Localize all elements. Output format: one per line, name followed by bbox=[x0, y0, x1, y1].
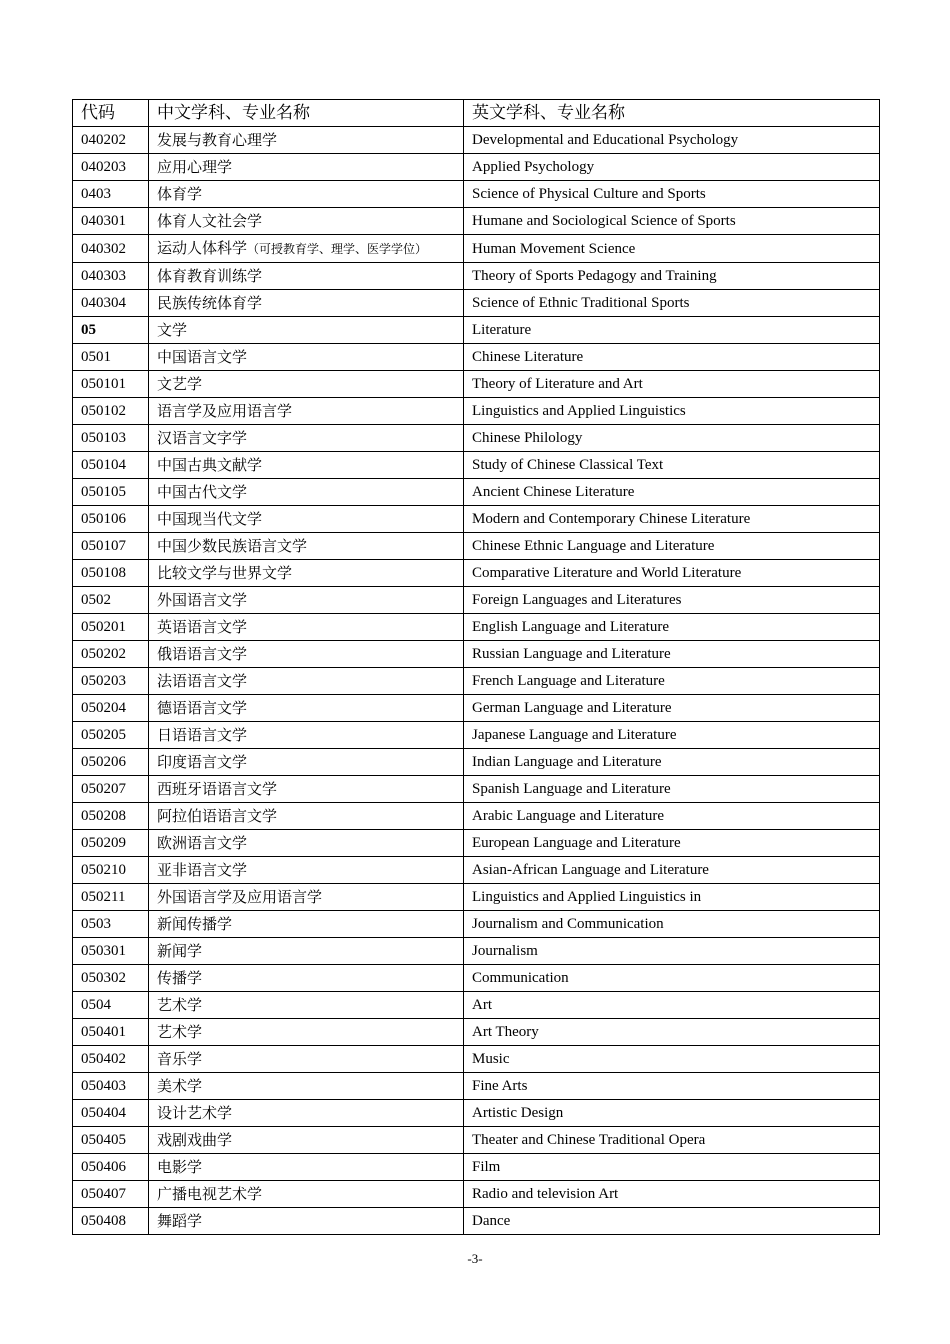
english-name: Humane and Sociological Science of Sports bbox=[464, 208, 880, 235]
chinese-name: 新闻传播学 bbox=[157, 915, 233, 933]
english-name: Arabic Language and Literature bbox=[464, 803, 880, 830]
table-row bbox=[73, 587, 880, 614]
english-name: Human Movement Science bbox=[464, 235, 880, 263]
table-row bbox=[73, 1073, 880, 1100]
chinese-name-cell bbox=[149, 1208, 464, 1235]
subject-code: 0501 bbox=[73, 344, 149, 371]
chinese-name: 外国语言文学 bbox=[157, 591, 248, 609]
subject-code: 050102 bbox=[73, 398, 149, 425]
english-name: Applied Psychology bbox=[464, 154, 880, 181]
subject-code: 050301 bbox=[73, 938, 149, 965]
table-row bbox=[73, 1019, 880, 1046]
subject-code: 040203 bbox=[73, 154, 149, 181]
subject-code: 050211 bbox=[73, 884, 149, 911]
chinese-name-cell bbox=[149, 154, 464, 181]
chinese-name: 发展与教育心理学 bbox=[157, 131, 278, 149]
english-name: Radio and television Art bbox=[464, 1181, 880, 1208]
subject-code: 050403 bbox=[73, 1073, 149, 1100]
chinese-name-cell bbox=[149, 127, 464, 154]
subject-code: 050406 bbox=[73, 1154, 149, 1181]
table-row bbox=[73, 695, 880, 722]
chinese-name: 文艺学 bbox=[157, 375, 203, 393]
chinese-name: 电影学 bbox=[157, 1158, 203, 1176]
subject-code: 040301 bbox=[73, 208, 149, 235]
table-row bbox=[73, 452, 880, 479]
english-name: Japanese Language and Literature bbox=[464, 722, 880, 749]
table-row bbox=[73, 371, 880, 398]
chinese-name: 美术学 bbox=[157, 1077, 203, 1095]
chinese-name-cell bbox=[149, 317, 464, 344]
english-name: Dance bbox=[464, 1208, 880, 1235]
chinese-name: 民族传统体育学 bbox=[157, 294, 263, 312]
english-name: Theater and Chinese Traditional Opera bbox=[464, 1127, 880, 1154]
english-name: German Language and Literature bbox=[464, 695, 880, 722]
chinese-name: 中国语言文学 bbox=[157, 348, 248, 366]
table-body bbox=[73, 127, 880, 1235]
chinese-name-cell bbox=[149, 1181, 464, 1208]
chinese-name: 设计艺术学 bbox=[157, 1104, 233, 1122]
table-row bbox=[73, 1100, 880, 1127]
chinese-name: 欧洲语言文学 bbox=[157, 834, 248, 852]
table-row bbox=[73, 344, 880, 371]
chinese-name: 中国古典文献学 bbox=[157, 456, 263, 474]
chinese-name-cell bbox=[149, 371, 464, 398]
chinese-name: 舞蹈学 bbox=[157, 1212, 203, 1230]
chinese-name: 中国古代文学 bbox=[157, 483, 248, 501]
chinese-name-cell bbox=[149, 398, 464, 425]
table-row bbox=[73, 154, 880, 181]
english-name: Indian Language and Literature bbox=[464, 749, 880, 776]
chinese-name: 戏剧戏曲学 bbox=[157, 1131, 233, 1149]
chinese-name-cell bbox=[149, 452, 464, 479]
table-row bbox=[73, 533, 880, 560]
subject-code: 040302 bbox=[73, 235, 149, 263]
subject-code: 050104 bbox=[73, 452, 149, 479]
chinese-name-cell bbox=[149, 1154, 464, 1181]
subject-code: 050408 bbox=[73, 1208, 149, 1235]
chinese-name: 印度语言文学 bbox=[157, 753, 248, 771]
chinese-name: 新闻学 bbox=[157, 942, 203, 960]
chinese-name-cell bbox=[149, 641, 464, 668]
english-name: Artistic Design bbox=[464, 1100, 880, 1127]
english-name: Ancient Chinese Literature bbox=[464, 479, 880, 506]
subject-code: 0502 bbox=[73, 587, 149, 614]
subject-code: 0503 bbox=[73, 911, 149, 938]
chinese-name-cell bbox=[149, 235, 464, 263]
table-row bbox=[73, 776, 880, 803]
english-name: Asian-African Language and Literature bbox=[464, 857, 880, 884]
subject-code: 05 bbox=[73, 317, 149, 344]
chinese-name-cell bbox=[149, 776, 464, 803]
english-name: Music bbox=[464, 1046, 880, 1073]
header-chinese-name: 中文学科、专业名称 bbox=[149, 100, 464, 127]
subject-code: 050101 bbox=[73, 371, 149, 398]
chinese-name: 外国语言学及应用语言学 bbox=[157, 888, 323, 906]
table-row bbox=[73, 749, 880, 776]
subject-code: 050407 bbox=[73, 1181, 149, 1208]
table-row bbox=[73, 911, 880, 938]
english-name: Chinese Literature bbox=[464, 344, 880, 371]
chinese-name: 中国现当代文学 bbox=[157, 510, 263, 528]
header-english-name: 英文学科、专业名称 bbox=[464, 100, 880, 127]
chinese-name: 德语语言文学 bbox=[157, 699, 248, 717]
chinese-name-cell bbox=[149, 803, 464, 830]
chinese-name-cell bbox=[149, 344, 464, 371]
table-row bbox=[73, 830, 880, 857]
english-name: French Language and Literature bbox=[464, 668, 880, 695]
chinese-name: 运动人体科学 bbox=[157, 239, 248, 257]
table-row bbox=[73, 1127, 880, 1154]
subject-code: 050201 bbox=[73, 614, 149, 641]
subject-code: 050209 bbox=[73, 830, 149, 857]
chinese-name: 亚非语言文学 bbox=[157, 861, 248, 879]
chinese-name-cell bbox=[149, 181, 464, 208]
chinese-name-cell bbox=[149, 830, 464, 857]
english-name: Science of Physical Culture and Sports bbox=[464, 181, 880, 208]
subject-code: 050107 bbox=[73, 533, 149, 560]
table-row bbox=[73, 803, 880, 830]
table-row bbox=[73, 965, 880, 992]
subject-code: 040304 bbox=[73, 290, 149, 317]
chinese-name: 西班牙语语言文学 bbox=[157, 780, 278, 798]
chinese-name-cell bbox=[149, 479, 464, 506]
english-name: Journalism bbox=[464, 938, 880, 965]
chinese-name: 英语语言文学 bbox=[157, 618, 248, 636]
chinese-name-cell bbox=[149, 614, 464, 641]
english-name: Art Theory bbox=[464, 1019, 880, 1046]
english-name: Spanish Language and Literature bbox=[464, 776, 880, 803]
chinese-name-cell bbox=[149, 1100, 464, 1127]
chinese-name: 广播电视艺术学 bbox=[157, 1185, 263, 1203]
table-row bbox=[73, 668, 880, 695]
english-name: Foreign Languages and Literatures bbox=[464, 587, 880, 614]
table-row bbox=[73, 722, 880, 749]
table-row bbox=[73, 263, 880, 290]
english-name: European Language and Literature bbox=[464, 830, 880, 857]
chinese-name-cell bbox=[149, 506, 464, 533]
english-name: Comparative Literature and World Literature bbox=[464, 560, 880, 587]
chinese-name-cell bbox=[149, 587, 464, 614]
english-name: Theory of Sports Pedagogy and Training bbox=[464, 263, 880, 290]
subject-code: 050207 bbox=[73, 776, 149, 803]
chinese-name-cell bbox=[149, 290, 464, 317]
table-row bbox=[73, 506, 880, 533]
chinese-name-cell bbox=[149, 533, 464, 560]
subject-code: 050302 bbox=[73, 965, 149, 992]
table-row bbox=[73, 641, 880, 668]
english-name: Journalism and Communication bbox=[464, 911, 880, 938]
chinese-name-cell bbox=[149, 965, 464, 992]
english-name: Chinese Ethnic Language and Literature bbox=[464, 533, 880, 560]
table-row bbox=[73, 884, 880, 911]
english-name: Chinese Philology bbox=[464, 425, 880, 452]
subject-code: 050108 bbox=[73, 560, 149, 587]
chinese-name-cell bbox=[149, 992, 464, 1019]
table-header-row bbox=[73, 100, 880, 127]
chinese-name-cell bbox=[149, 560, 464, 587]
english-name: Science of Ethnic Traditional Sports bbox=[464, 290, 880, 317]
table-row bbox=[73, 560, 880, 587]
subject-code: 050202 bbox=[73, 641, 149, 668]
subject-code: 040303 bbox=[73, 263, 149, 290]
table-row bbox=[73, 398, 880, 425]
english-name: English Language and Literature bbox=[464, 614, 880, 641]
chinese-name-cell bbox=[149, 1127, 464, 1154]
subject-code: 050205 bbox=[73, 722, 149, 749]
table-row bbox=[73, 425, 880, 452]
subject-code: 050210 bbox=[73, 857, 149, 884]
chinese-name: 体育教育训练学 bbox=[157, 267, 263, 285]
chinese-name-cell bbox=[149, 722, 464, 749]
chinese-name: 音乐学 bbox=[157, 1050, 203, 1068]
english-name: Study of Chinese Classical Text bbox=[464, 452, 880, 479]
subject-code: 050105 bbox=[73, 479, 149, 506]
table-row bbox=[73, 479, 880, 506]
subject-code: 050401 bbox=[73, 1019, 149, 1046]
chinese-name: 传播学 bbox=[157, 969, 203, 987]
chinese-name: 法语语言文学 bbox=[157, 672, 248, 690]
chinese-name-cell bbox=[149, 857, 464, 884]
chinese-name-cell bbox=[149, 938, 464, 965]
chinese-name-cell bbox=[149, 263, 464, 290]
english-name: Film bbox=[464, 1154, 880, 1181]
english-name: Theory of Literature and Art bbox=[464, 371, 880, 398]
table-row bbox=[73, 938, 880, 965]
chinese-name: 阿拉伯语语言文学 bbox=[157, 807, 278, 825]
table-row bbox=[73, 1154, 880, 1181]
subject-code: 050402 bbox=[73, 1046, 149, 1073]
chinese-name-cell bbox=[149, 1073, 464, 1100]
subject-code: 050203 bbox=[73, 668, 149, 695]
chinese-name: 文学 bbox=[157, 321, 188, 339]
table-row bbox=[73, 317, 880, 344]
table-row bbox=[73, 127, 880, 154]
chinese-name: 体育学 bbox=[157, 185, 203, 203]
chinese-name-cell bbox=[149, 884, 464, 911]
subject-code: 050204 bbox=[73, 695, 149, 722]
english-name: Communication bbox=[464, 965, 880, 992]
chinese-name-cell bbox=[149, 749, 464, 776]
header-code: 代码 bbox=[73, 100, 149, 127]
chinese-name-cell bbox=[149, 208, 464, 235]
chinese-name: 艺术学 bbox=[157, 996, 203, 1014]
english-name: Linguistics and Applied Linguistics in bbox=[464, 884, 880, 911]
chinese-name-cell bbox=[149, 1019, 464, 1046]
english-name: Russian Language and Literature bbox=[464, 641, 880, 668]
chinese-name-cell bbox=[149, 668, 464, 695]
chinese-name-cell bbox=[149, 425, 464, 452]
chinese-name: 汉语言文字学 bbox=[157, 429, 248, 447]
subject-code: 050405 bbox=[73, 1127, 149, 1154]
chinese-name: 艺术学 bbox=[157, 1023, 203, 1041]
subjects-table bbox=[72, 99, 880, 1235]
chinese-name: 中国少数民族语言文学 bbox=[157, 537, 308, 555]
table-row bbox=[73, 1208, 880, 1235]
table-row bbox=[73, 1181, 880, 1208]
table-row bbox=[73, 181, 880, 208]
english-name: Literature bbox=[464, 317, 880, 344]
english-name: Developmental and Educational Psychology bbox=[464, 127, 880, 154]
subject-code: 050404 bbox=[73, 1100, 149, 1127]
table-row bbox=[73, 290, 880, 317]
subject-code: 050206 bbox=[73, 749, 149, 776]
chinese-name: 俄语语言文学 bbox=[157, 645, 248, 663]
chinese-name-cell bbox=[149, 695, 464, 722]
degree-note: （可授教育学、理学、医学学位） bbox=[247, 242, 428, 256]
chinese-name: 日语语言文学 bbox=[157, 726, 248, 744]
chinese-name-cell bbox=[149, 1046, 464, 1073]
subject-code: 040202 bbox=[73, 127, 149, 154]
subject-code: 050106 bbox=[73, 506, 149, 533]
subject-code: 050103 bbox=[73, 425, 149, 452]
subject-code: 0403 bbox=[73, 181, 149, 208]
table-row bbox=[73, 857, 880, 884]
subject-code: 050208 bbox=[73, 803, 149, 830]
table-row bbox=[73, 235, 880, 263]
table-row bbox=[73, 1046, 880, 1073]
chinese-name: 比较文学与世界文学 bbox=[157, 564, 293, 582]
english-name: Art bbox=[464, 992, 880, 1019]
table-row bbox=[73, 614, 880, 641]
table-row bbox=[73, 992, 880, 1019]
english-name: Modern and Contemporary Chinese Literature bbox=[464, 506, 880, 533]
english-name: Fine Arts bbox=[464, 1073, 880, 1100]
chinese-name: 体育人文社会学 bbox=[157, 212, 263, 230]
english-name: Linguistics and Applied Linguistics bbox=[464, 398, 880, 425]
chinese-name: 语言学及应用语言学 bbox=[157, 402, 293, 420]
subject-code: 0504 bbox=[73, 992, 149, 1019]
chinese-name-cell bbox=[149, 911, 464, 938]
chinese-name: 应用心理学 bbox=[157, 158, 233, 176]
table-row bbox=[73, 208, 880, 235]
page-number: -3- bbox=[467, 1251, 483, 1266]
